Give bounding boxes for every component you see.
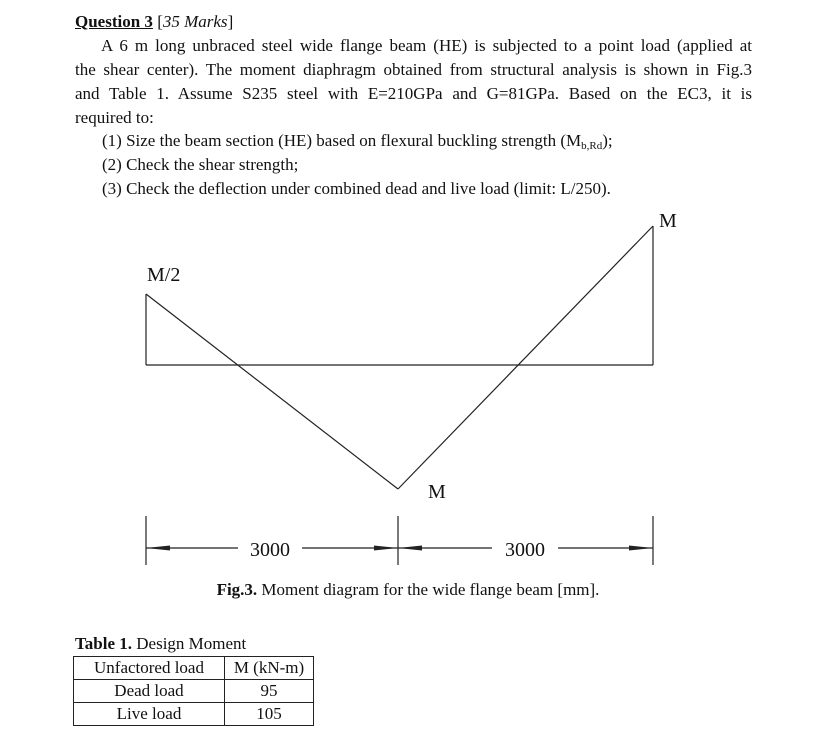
table-header-cell: M (kN-m) bbox=[225, 657, 314, 680]
marks-close-bracket: ] bbox=[227, 12, 234, 31]
intro-line-2: the shear center). The moment diaphragm obtained from structural analysis is shown in Fig.3 bbox=[75, 60, 752, 79]
moment-line-left bbox=[146, 294, 398, 489]
dim-label-left: 3000 bbox=[250, 539, 290, 561]
intro-line-1: A 6 m long unbraced steel wide flange beam (HE) is subjected to a point load (applied at bbox=[101, 36, 752, 55]
question-heading: Question 3 bbox=[75, 12, 153, 31]
table-row bbox=[74, 680, 314, 703]
table-cell: 95 bbox=[225, 680, 314, 703]
item1-subscript: b,Rd bbox=[581, 140, 603, 152]
table-header-cell: Unfactored load bbox=[74, 657, 225, 680]
requirement-item-2: (2) Check the shear strength; bbox=[102, 155, 299, 174]
label-mid-moment: M bbox=[428, 481, 446, 503]
marks-open-bracket: [ bbox=[157, 12, 163, 31]
label-left-moment: M/2 bbox=[147, 264, 181, 286]
table-cell: Live load bbox=[74, 703, 225, 726]
label-right-moment: M bbox=[659, 210, 677, 232]
item1-text: (1) Size the beam section (HE) based on flexural buckling strength (M bbox=[102, 131, 582, 150]
question-marks: 35 Marks bbox=[162, 12, 228, 31]
item1-end: ); bbox=[602, 131, 613, 150]
table-cell: 105 bbox=[225, 703, 314, 726]
figure-caption-label: Fig.3. bbox=[216, 580, 258, 599]
figure-caption bbox=[0, 580, 816, 600]
table-cell: Dead load bbox=[74, 680, 225, 703]
dim-arrow-left bbox=[146, 546, 170, 551]
table-caption-label: Table 1. bbox=[75, 634, 133, 653]
intro-line-3: and Table 1. Assume S235 steel with E=210GPa and G=81GPa. Based on the EC3, it is bbox=[75, 84, 752, 103]
requirement-item-3: (3) Check the deflection under combined dead and live load (limit: L/250). bbox=[102, 179, 611, 198]
figure-caption-text: Moment diagram for the wide flange beam [mm]. bbox=[257, 580, 600, 599]
design-moment-table bbox=[73, 656, 314, 726]
intro-line-4: required to: bbox=[75, 108, 154, 127]
dim-arrow-mid-right bbox=[398, 546, 422, 551]
table-caption bbox=[75, 633, 246, 655]
dim-arrow-right bbox=[629, 546, 653, 551]
table-caption-text: Design Moment bbox=[132, 634, 247, 653]
dim-label-right: 3000 bbox=[505, 539, 545, 561]
table-header-row bbox=[74, 657, 314, 680]
moment-line-right bbox=[398, 226, 653, 489]
dim-arrow-mid-left bbox=[374, 546, 398, 551]
table-row bbox=[74, 703, 314, 726]
